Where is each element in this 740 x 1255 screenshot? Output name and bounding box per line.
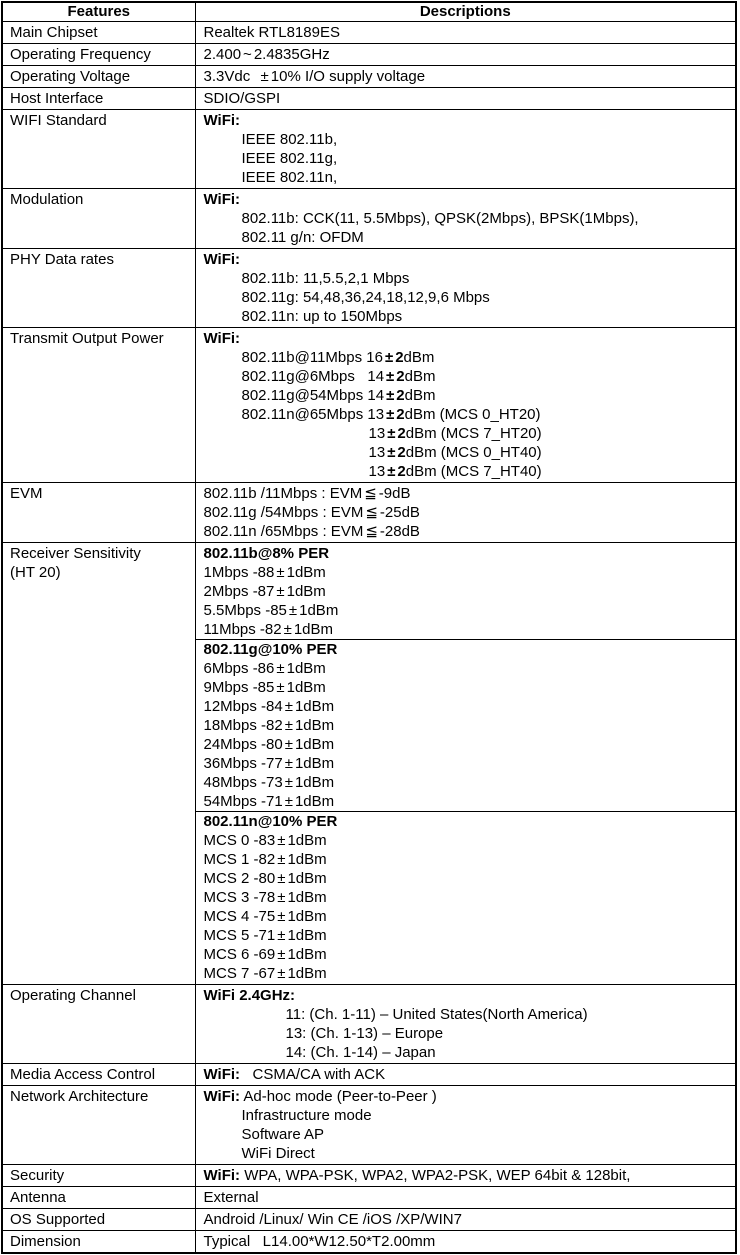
wide-char: ≦ — [365, 504, 378, 521]
feature-label: Media Access Control — [10, 1066, 156, 1083]
feature-cell — [2, 985, 195, 1064]
description-cell — [195, 1187, 736, 1209]
feature-cell — [2, 328, 195, 483]
description-cell — [195, 249, 736, 328]
text-segment: IEEE 802.11n, — [241, 169, 338, 186]
text-segment: dBm (MCS 0_HT20) — [404, 406, 541, 423]
text-segment: 14: (Ch. 1-14) – Japan — [285, 1044, 436, 1061]
description-block — [196, 329, 736, 481]
table-row — [2, 22, 736, 44]
feature-label: Host Interface — [10, 90, 104, 107]
text-segment: WiFi: — [203, 1088, 241, 1105]
spec-line — [196, 582, 736, 601]
feature-cell — [2, 1064, 195, 1086]
description-block — [196, 1232, 736, 1251]
feature-cell — [2, 483, 195, 543]
wide-char: ± — [277, 927, 286, 944]
description-block — [196, 639, 736, 811]
spec-line — [196, 620, 736, 639]
spec-line — [196, 563, 736, 582]
feature-cell — [2, 1086, 195, 1165]
wide-char: ± — [277, 908, 286, 925]
text-segment: ± 2 — [387, 425, 406, 442]
text-segment: WiFi: — [203, 112, 241, 129]
spec-line — [196, 209, 736, 228]
spec-line — [196, 1043, 736, 1062]
table-row — [2, 1086, 736, 1165]
description-cell — [195, 1231, 736, 1254]
description-cell — [195, 66, 736, 88]
spec-line — [196, 735, 736, 754]
spec-line — [196, 45, 736, 64]
feature-label: Receiver Sensitivity — [10, 545, 141, 562]
text-segment: 802.11g@54Mbps 14 — [241, 387, 385, 404]
table-row — [2, 88, 736, 110]
description-cell — [195, 483, 736, 543]
table-row — [2, 1064, 736, 1086]
wide-char: ± — [386, 406, 395, 423]
table-row — [2, 249, 736, 328]
text-segment: 802.11 g/n: OFDM — [241, 229, 364, 246]
text-segment: 36Mbps -77 ± 1dBm — [203, 755, 335, 772]
table-row — [2, 985, 736, 1064]
spec-line — [196, 503, 736, 522]
feature-cell — [2, 1165, 195, 1187]
features-column-header: Features — [2, 2, 195, 22]
text-segment: IEEE 802.11b, — [241, 131, 338, 148]
spec-line — [196, 348, 736, 367]
spec-line — [196, 964, 736, 983]
spec-line — [196, 831, 736, 850]
text-segment: dBm (MCS 0_HT40) — [405, 444, 542, 461]
table-row — [2, 1165, 736, 1187]
description-block — [196, 986, 736, 1062]
text-segment: WPA, WPA-PSK, WPA2, WPA2-PSK, WEP 64bit & 128bit, — [240, 1167, 631, 1184]
description-cell — [195, 1064, 736, 1086]
text-segment: 802.11g: 54,48,36,24,18,12,9,6 Mbps — [241, 289, 490, 306]
spec-table — [1, 1, 737, 1254]
feature-cell — [2, 22, 195, 44]
text-segment: ± 2 — [384, 349, 404, 366]
spec-line — [196, 1065, 736, 1084]
description-cell — [195, 22, 736, 44]
wide-char: ± — [260, 68, 269, 85]
description-cell — [195, 1209, 736, 1231]
text-segment: ± 2 — [387, 444, 406, 461]
text-segment: 11: (Ch. 1-11) – United States(North America) — [285, 1006, 588, 1023]
description-block — [196, 89, 736, 108]
text-segment: 11Mbps -82 ± 1dBm — [203, 621, 334, 638]
text-segment: 6Mbps -86 ± 1dBm — [203, 660, 326, 677]
text-segment: 18Mbps -82 ± 1dBm — [203, 717, 335, 734]
descriptions-column-header: Descriptions — [195, 2, 736, 22]
spec-line — [196, 424, 736, 443]
feature-label: Modulation — [10, 191, 84, 208]
spec-line — [196, 869, 736, 888]
wide-char: ± — [284, 717, 293, 734]
wide-char: ± — [284, 774, 293, 791]
table-row — [2, 1231, 736, 1254]
text-segment: 2.400 ~ 2.4835GHz — [203, 46, 330, 63]
text-segment: WiFi: — [203, 1167, 241, 1184]
spec-line — [196, 1188, 736, 1207]
text-segment: 802.11n: up to 150Mbps — [241, 308, 403, 325]
text-segment: Realtek RTL8189ES — [203, 24, 340, 41]
table-row — [2, 189, 736, 249]
text-segment: 802.11b /11Mbps : EVM ≦ -9dB — [203, 485, 411, 502]
feature-cell — [2, 1209, 195, 1231]
wide-char: ± — [384, 349, 394, 366]
feature-cell — [2, 66, 195, 88]
wide-char: ± — [277, 946, 286, 963]
spec-line — [196, 659, 736, 678]
feature-label: Network Architecture — [10, 1088, 149, 1105]
spec-line — [196, 462, 736, 481]
spec-line — [196, 367, 736, 386]
spec-line — [196, 1166, 736, 1185]
spec-line — [196, 697, 736, 716]
spec-line — [196, 1210, 736, 1229]
text-segment: ± 2 — [386, 368, 405, 385]
wide-char: ± — [284, 755, 293, 772]
spec-line — [196, 716, 736, 735]
wide-char: ± — [284, 698, 293, 715]
feature-label: Operating Channel — [10, 987, 136, 1004]
feature-cell — [2, 543, 195, 985]
text-segment: Typical L14.00*W12.50*T2.00mm — [203, 1233, 436, 1250]
text-segment: Ad-hoc mode (Peer-to-Peer ) — [240, 1088, 437, 1105]
wide-char: ± — [276, 583, 285, 600]
text-segment: WiFi: — [203, 251, 241, 268]
spec-table-body — [2, 22, 736, 1254]
spec-line — [196, 888, 736, 907]
spec-line — [196, 792, 736, 811]
text-segment: 13 — [368, 444, 386, 461]
spec-line — [196, 484, 736, 503]
wide-char: ± — [277, 889, 286, 906]
text-segment: MCS 0 -83 ± 1dBm — [203, 832, 327, 849]
description-block — [196, 67, 736, 86]
text-segment: ± 2 — [387, 463, 406, 480]
table-row — [2, 1209, 736, 1231]
wide-char: ~ — [243, 46, 252, 63]
table-row — [2, 543, 736, 985]
text-segment: MCS 5 -71 ± 1dBm — [203, 927, 327, 944]
text-segment: MCS 4 -75 ± 1dBm — [203, 908, 327, 925]
spec-line — [196, 1144, 736, 1163]
wide-char: ≦ — [365, 523, 378, 540]
description-block — [196, 1166, 736, 1185]
feature-label: Operating Voltage — [10, 68, 131, 85]
text-segment: MCS 1 -82 ± 1dBm — [203, 851, 327, 868]
wide-char: ± — [284, 736, 293, 753]
text-segment: 802.11g@6Mbps 14 — [241, 368, 385, 385]
spec-line — [196, 168, 736, 187]
spec-line — [196, 250, 736, 269]
spec-line — [196, 1024, 736, 1043]
description-cell — [195, 1086, 736, 1165]
feature-cell — [2, 110, 195, 189]
text-segment: 24Mbps -80 ± 1dBm — [203, 736, 335, 753]
spec-line — [196, 443, 736, 462]
spec-line — [196, 130, 736, 149]
description-block — [196, 111, 736, 187]
feature-label: Dimension — [10, 1233, 81, 1250]
text-segment: SDIO/GSPI — [203, 90, 281, 107]
text-segment: 802.11g@10% PER — [203, 641, 338, 658]
feature-label: EVM — [10, 485, 43, 502]
text-segment: MCS 7 -67 ± 1dBm — [203, 965, 327, 982]
spec-line — [196, 307, 736, 326]
text-segment: WiFi: — [203, 330, 241, 347]
table-row — [2, 66, 736, 88]
description-block — [196, 250, 736, 326]
text-segment: 802.11b: 11,5.5,2,1 Mbps — [241, 270, 410, 287]
text-segment: 13 — [368, 463, 386, 480]
feature-cell — [2, 189, 195, 249]
feature-cell — [2, 1187, 195, 1209]
description-block — [196, 190, 736, 247]
description-block — [196, 544, 736, 639]
text-segment: 3.3Vdc ± 10% I/O supply voltage — [203, 68, 426, 85]
description-cell — [195, 1165, 736, 1187]
text-segment: WiFi 2.4GHz: — [203, 987, 296, 1004]
spec-line — [196, 386, 736, 405]
wide-char: ± — [387, 444, 396, 461]
text-segment: WiFi Direct — [241, 1145, 315, 1162]
text-segment: Android /Linux/ Win CE /iOS /XP/WIN7 — [203, 1211, 462, 1228]
text-segment: dBm — [403, 349, 435, 366]
spec-line — [196, 149, 736, 168]
spec-line — [196, 89, 736, 108]
feature-cell — [2, 88, 195, 110]
text-segment: 802.11n /65Mbps : EVM ≦ -28dB — [203, 523, 420, 540]
feature-label: Operating Frequency — [10, 46, 151, 63]
description-cell — [195, 110, 736, 189]
text-segment: 54Mbps -71 ± 1dBm — [203, 793, 335, 810]
spec-line — [196, 850, 736, 869]
feature-label: (HT 20) — [10, 564, 61, 581]
table-row — [2, 44, 736, 66]
feature-label: Main Chipset — [10, 24, 98, 41]
text-segment: 802.11b@11Mbps 16 — [241, 349, 383, 366]
wide-char: ± — [284, 793, 293, 810]
feature-label: Security — [10, 1167, 65, 1184]
spec-line — [196, 1106, 736, 1125]
spec-line — [196, 926, 736, 945]
spec-line — [196, 1125, 736, 1144]
description-cell — [195, 985, 736, 1064]
text-segment: ± 2 — [386, 387, 405, 404]
text-segment: 1Mbps -88 ± 1dBm — [203, 564, 326, 581]
feature-label: PHY Data rates — [10, 251, 114, 268]
text-segment: MCS 3 -78 ± 1dBm — [203, 889, 327, 906]
description-block — [196, 1188, 736, 1207]
spec-line — [196, 986, 736, 1005]
description-cell — [195, 44, 736, 66]
text-segment: 2Mbps -87 ± 1dBm — [203, 583, 326, 600]
text-segment: MCS 2 -80 ± 1dBm — [203, 870, 327, 887]
text-segment: 802.11n@65Mbps 13 — [241, 406, 385, 423]
description-block — [196, 484, 736, 541]
wide-char: ± — [277, 870, 286, 887]
text-segment: CSMA/CA with ACK — [240, 1066, 386, 1083]
text-segment: External — [203, 1189, 259, 1206]
spec-line — [196, 67, 736, 86]
feature-cell — [2, 249, 195, 328]
spec-line — [196, 773, 736, 792]
text-segment: dBm (MCS 7_HT20) — [405, 425, 542, 442]
text-segment: Software AP — [241, 1126, 325, 1143]
table-row — [2, 1187, 736, 1209]
text-segment: 802.11b: CCK(11, 5.5Mbps), QPSK(2Mbps), BPSK(1Mbps), — [241, 210, 639, 227]
table-row — [2, 110, 736, 189]
wide-char: ± — [277, 832, 286, 849]
spec-line — [196, 601, 736, 620]
description-block — [196, 45, 736, 64]
spec-line — [196, 23, 736, 42]
text-segment: 13 — [368, 425, 386, 442]
description-cell — [195, 328, 736, 483]
wide-char: ± — [386, 387, 395, 404]
text-segment: IEEE 802.11g, — [241, 150, 338, 167]
spec-line — [196, 1087, 736, 1106]
wide-char: ± — [288, 602, 298, 619]
wide-char: ± — [387, 463, 396, 480]
text-segment: Infrastructure mode — [241, 1107, 372, 1124]
description-block — [196, 23, 736, 42]
spec-line — [196, 640, 736, 659]
wide-char: ± — [276, 660, 285, 677]
description-block — [196, 1210, 736, 1229]
text-segment: 5.5Mbps -85 ± 1dBm — [203, 602, 339, 619]
text-segment: dBm — [404, 387, 436, 404]
text-segment: 48Mbps -73 ± 1dBm — [203, 774, 335, 791]
wide-char: ± — [277, 851, 286, 868]
spec-line — [196, 945, 736, 964]
feature-cell — [2, 44, 195, 66]
description-cell — [195, 543, 736, 985]
wide-char: ± — [386, 368, 395, 385]
table-row — [2, 483, 736, 543]
wide-char: ± — [283, 621, 292, 638]
wide-char: ± — [387, 425, 396, 442]
description-block — [196, 1065, 736, 1084]
spec-line — [196, 329, 736, 348]
feature-label: Antenna — [10, 1189, 66, 1206]
text-segment: 13: (Ch. 1-13) – Europe — [285, 1025, 444, 1042]
feature-label: Transmit Output Power — [10, 330, 164, 347]
spec-line — [196, 228, 736, 247]
text-segment: 802.11g /54Mbps : EVM ≦ -25dB — [203, 504, 420, 521]
spec-line — [196, 544, 736, 563]
spec-line — [196, 111, 736, 130]
spec-line — [196, 522, 736, 541]
text-segment: dBm — [404, 368, 436, 385]
wide-char: ± — [276, 679, 285, 696]
table-row — [2, 328, 736, 483]
text-segment: 802.11n@10% PER — [203, 813, 338, 830]
description-block — [196, 1087, 736, 1163]
text-segment: 12Mbps -84 ± 1dBm — [203, 698, 335, 715]
text-segment: WiFi: — [203, 1066, 241, 1083]
text-segment: dBm (MCS 7_HT40) — [405, 463, 542, 480]
description-cell — [195, 88, 736, 110]
spec-line — [196, 812, 736, 831]
description-block — [196, 811, 736, 983]
spec-line — [196, 288, 736, 307]
spec-line — [196, 190, 736, 209]
spec-line — [196, 678, 736, 697]
header-row — [2, 2, 736, 22]
description-cell — [195, 189, 736, 249]
spec-line — [196, 907, 736, 926]
text-segment: ± 2 — [386, 406, 405, 423]
spec-line — [196, 269, 736, 288]
text-segment: 9Mbps -85 ± 1dBm — [203, 679, 326, 696]
wide-char: ≦ — [364, 485, 377, 502]
wide-char: ± — [277, 965, 286, 982]
text-segment: WiFi: — [203, 191, 241, 208]
wide-char: ± — [276, 564, 285, 581]
feature-label: WIFI Standard — [10, 112, 107, 129]
feature-cell — [2, 1231, 195, 1254]
spec-line — [196, 1005, 736, 1024]
spec-line — [196, 754, 736, 773]
feature-label: OS Supported — [10, 1211, 106, 1228]
text-segment: MCS 6 -69 ± 1dBm — [203, 946, 327, 963]
spec-line — [196, 1232, 736, 1251]
text-segment: 802.11b@8% PER — [203, 545, 330, 562]
spec-line — [196, 405, 736, 424]
